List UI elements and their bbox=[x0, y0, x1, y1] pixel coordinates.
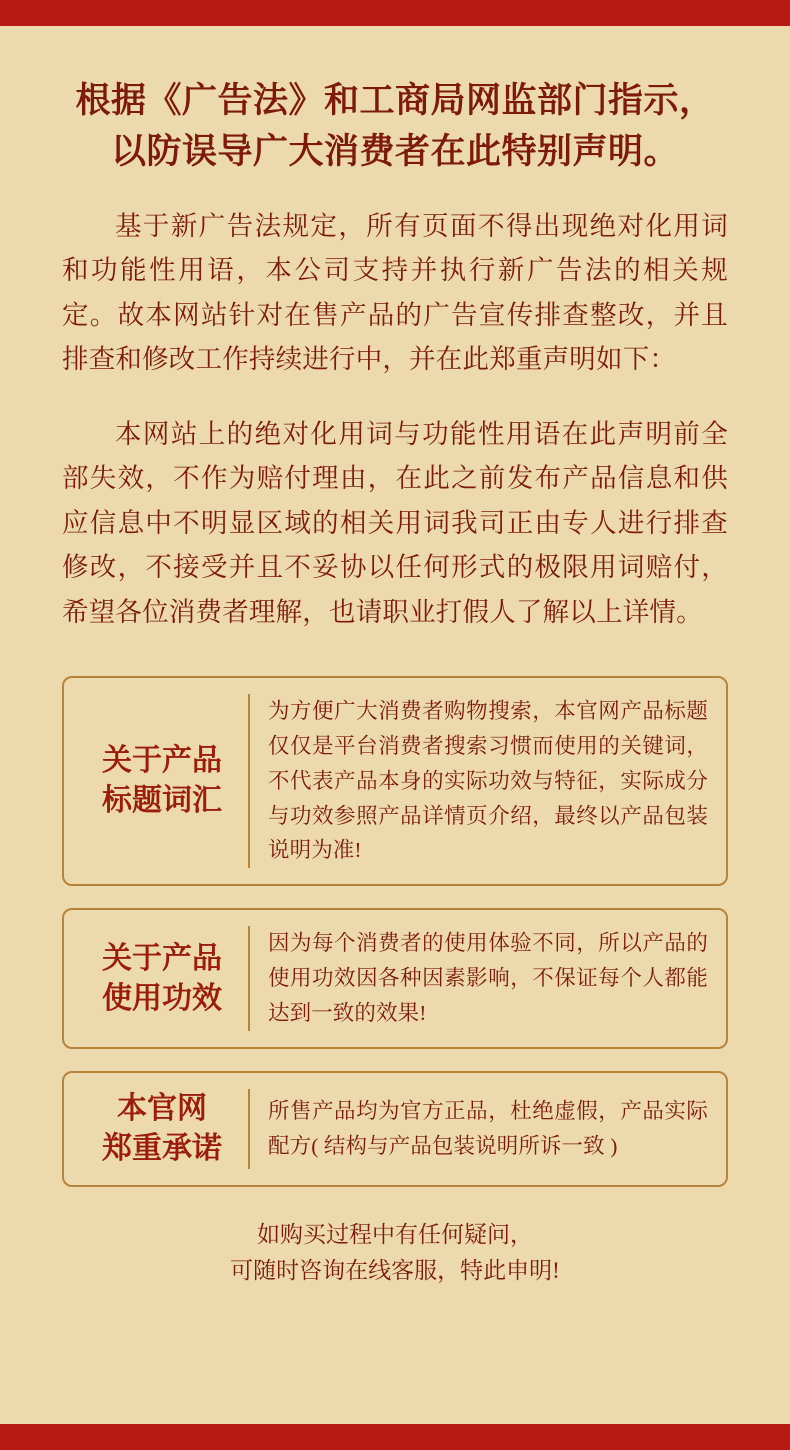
card-body: 因为每个消费者的使用体验不同，所以产品的使用功效因各种因素影响，不保证每个人都能达到一致的效果! bbox=[268, 931, 708, 1025]
statement-card-list bbox=[62, 676, 728, 1186]
footer-note-line-1: 如购买过程中有任何疑问， bbox=[257, 1221, 533, 1247]
statement-paragraph-2: 本网站上的绝对化用词与功能性用语在此声明前全部失效，不作为赔付理由，在此之前发布产品信息和供应信息中不明显区域的相关用词我司正由专人进行排查修改，不接受并且不妥协以任何形式的极限用词赔付，希望各位消费者理解，也请职业打假人了解以上详情。 bbox=[62, 418, 728, 627]
card-title bbox=[82, 926, 250, 1030]
page-title-line-2: 以防误导广大消费者在此特别声明。 bbox=[110, 131, 679, 171]
footer-note bbox=[62, 1217, 728, 1291]
card-product-efficacy bbox=[62, 908, 728, 1048]
statement-paragraph-1: 基于新广告法规定，所有页面不得出现绝对化用词和功能性用语，本公司支持并执行新广告法的相关规定。故本网站针对在售产品的广告宣传排查整改，并且排查和修改工作持续进行中，并在此郑重声明如下： bbox=[62, 210, 728, 375]
page-title-line-1: 根据《广告法》和工商局网监部门指示， bbox=[75, 81, 715, 120]
card-title-line-2: 标题词汇 bbox=[102, 784, 222, 818]
card-title-line-2: 郑重承诺 bbox=[102, 1131, 222, 1165]
card-body: 为方便广大消费者购物搜索，本官网产品标题仅仅是平台消费者搜索习惯而使用的关键词，不代表产品本身的实际功效与特征，实际成分与功效参照产品详情页介绍，最终以产品包装说明为准! bbox=[268, 699, 708, 863]
page-title bbox=[62, 76, 728, 178]
top-accent-bar bbox=[0, 0, 790, 26]
card-title-line-1: 关于产品 bbox=[102, 744, 222, 778]
card-title-line-2: 使用功效 bbox=[102, 981, 222, 1015]
card-body: 所售产品均为官方正品，杜绝虚假，产品实际配方( 结构与产品包装说明所诉一致 ) bbox=[268, 1098, 708, 1158]
footer-note-line-2: 可随时咨询在线客服，特此申明! bbox=[230, 1258, 560, 1284]
card-title-line-1: 关于产品 bbox=[102, 941, 222, 975]
card-title bbox=[82, 1089, 250, 1169]
bottom-accent-bar bbox=[0, 1424, 790, 1450]
card-title bbox=[82, 694, 250, 868]
content-area bbox=[0, 26, 790, 1424]
card-title-line-1: 本官网 bbox=[117, 1091, 207, 1125]
card-product-title-terms bbox=[62, 676, 728, 886]
card-official-promise bbox=[62, 1071, 728, 1187]
